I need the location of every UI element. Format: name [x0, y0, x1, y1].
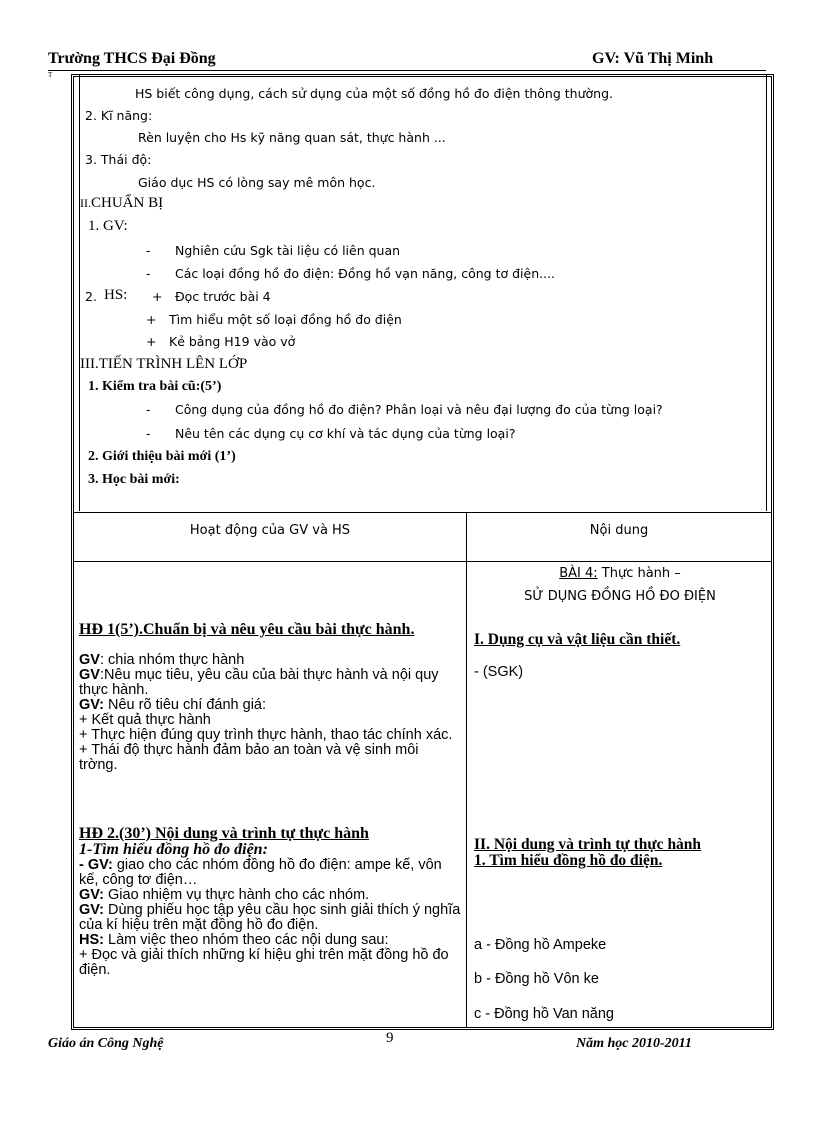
intro-heading: 2. Giới thiệu bài mới (1’): [88, 449, 236, 464]
col-header-content: Nội dung: [589, 523, 649, 538]
check-dash-2: -: [146, 426, 151, 441]
prep-hs-item-1: Đọc trước bài 4: [175, 289, 271, 304]
attitude-heading: 3. Thái độ:: [85, 152, 152, 167]
corner-mark: T: [48, 71, 53, 79]
prep-gv-heading: 1. GV:: [88, 218, 128, 234]
teacher-name: GV: Vũ Thị Minh: [592, 50, 714, 67]
right-sgk: - (SGK): [474, 664, 524, 680]
prep-gv-item-1: Nghiên cứu Sgk tài liệu có liên quan: [175, 243, 401, 258]
right-item-a: a - Đồng hồ Ampeke: [474, 937, 607, 953]
frame-inner-left: [79, 74, 80, 511]
right-section-1: I. Dụng cụ và vật liệu cần thiết.: [474, 631, 681, 648]
progress-heading: III.TIẾN TRÌNH LÊN LỚP: [80, 356, 248, 372]
check-dash-1: -: [146, 402, 151, 417]
attitude-text: Giáo dục HS có lòng say mê môn học.: [138, 175, 376, 190]
lesson-title: BÀI 4: Thực hành –: [559, 566, 681, 581]
activity-table: [74, 512, 771, 1028]
prep-heading: II.CHUẨN BỊ: [80, 195, 164, 211]
prep-hs-plus-2: +: [146, 312, 157, 327]
hd1-heading: HĐ 1(5’).Chuẩn bị và nêu yêu cầu bài thực hành.: [79, 621, 415, 638]
hd2-line: GV: Giao nhiệm vụ thực hành cho các nhóm.: [79, 887, 370, 903]
right-section-2-sub: 1. Tìm hiểu đồng hồ đo điện.: [474, 852, 663, 869]
skill-text: Rèn luyện cho Hs kỹ năng quan sát, thực hành ...: [138, 130, 446, 145]
col-header-activities: Hoạt động của GV và HS: [189, 523, 351, 538]
hd2-line: HS: Làm việc theo nhóm theo các nội dung sau:: [79, 932, 389, 948]
page-number: 9: [386, 1030, 394, 1046]
prep-hs-label: HS:: [104, 287, 128, 303]
right-item-b: b - Đồng hồ Vôn ke: [474, 971, 599, 987]
hd2-line: GV: Dùng phiếu học tập yêu cầu học sinh giải thích ý nghĩa của kí hiệu trên mặt đồng hồ đo điện.: [79, 902, 461, 933]
prep-hs-item-2: Tìm hiểu một số loại đồng hồ đo điện: [169, 312, 402, 327]
hd1-line: GV: chia nhóm thực hành: [79, 652, 245, 668]
hd1-line: + Kết quả thực hành: [79, 712, 211, 728]
hd1-body: [79, 653, 461, 773]
right-section-2: II. Nội dung và trình tự thực hành: [474, 836, 702, 853]
right-item-c: c - Đồng hồ Van năng: [474, 1006, 614, 1022]
prep-hs-num: 2.: [85, 289, 97, 304]
hd2-line: - GV: giao cho các nhóm đồng hồ đo điện: ampe kế, vôn kế, công tơ điện…: [79, 857, 442, 888]
new-lesson-heading: 3. Học bài mới:: [88, 472, 180, 487]
skill-heading: 2. Kĩ năng:: [85, 108, 153, 123]
footer-subject: Giáo án Công Nghệ: [48, 1036, 164, 1051]
school-name: Trường THCS Đại Đồng: [48, 50, 216, 67]
knowledge-text: HS biết công dụng, cách sử dụng của một số đồng hồ đo điện thông thường.: [135, 86, 613, 101]
hd2-body: [79, 858, 461, 978]
lesson-subtitle: SỬ DỤNG ĐỒNG HỒ ĐO ĐIỆN: [524, 589, 716, 604]
check-heading: 1. Kiểm tra bài cũ:(5’): [88, 379, 222, 394]
check-item-2: Nêu tên các dụng cụ cơ khí và tác dụng của từng loại?: [175, 426, 516, 441]
hd1-line: GV:Nêu mục tiêu, yêu cầu của bài thực hành và nội quy thực hành.: [79, 667, 439, 698]
hd2-heading: HĐ 2.(30’) Nội dung và trình tự thực hành: [79, 825, 369, 842]
hd2-subheading: 1-Tìm hiểu đồng hồ đo điện:: [79, 841, 268, 858]
column-divider: [466, 512, 467, 1028]
table-header-row: [74, 512, 771, 562]
prep-gv-item-2: Các loại đồng hồ đo điện: Đồng hồ vạn năng, công tơ điện....: [175, 266, 556, 281]
footer-school-year: Năm học 2010-2011: [576, 1036, 692, 1051]
prep-hs-plus-1: +: [152, 289, 163, 304]
prep-hs-plus-3: +: [146, 334, 157, 349]
header-rule: [48, 70, 766, 71]
prep-gv-dash-1: -: [146, 243, 151, 258]
hd1-line: GV: Nêu rõ tiêu chí đánh giá:: [79, 697, 267, 713]
check-item-1: Công dụng của đồng hồ đo điện? Phân loại và nêu đại lượng đo của từng loại?: [175, 402, 663, 417]
prep-gv-dash-2: -: [146, 266, 151, 281]
frame-inner-right: [766, 74, 767, 511]
hd1-line: + Thái độ thực hành đảm bảo an toàn và vệ sinh môi trờng.: [79, 742, 419, 773]
prep-hs-item-3: Kẻ bảng H19 vào vở: [169, 334, 296, 349]
hd2-line: + Đọc và giải thích những kí hiệu ghi trên mặt đồng hồ đo điện.: [79, 947, 449, 978]
hd1-line: + Thực hiện đúng quy trình thực hành, thao tác chính xác.: [79, 727, 453, 743]
